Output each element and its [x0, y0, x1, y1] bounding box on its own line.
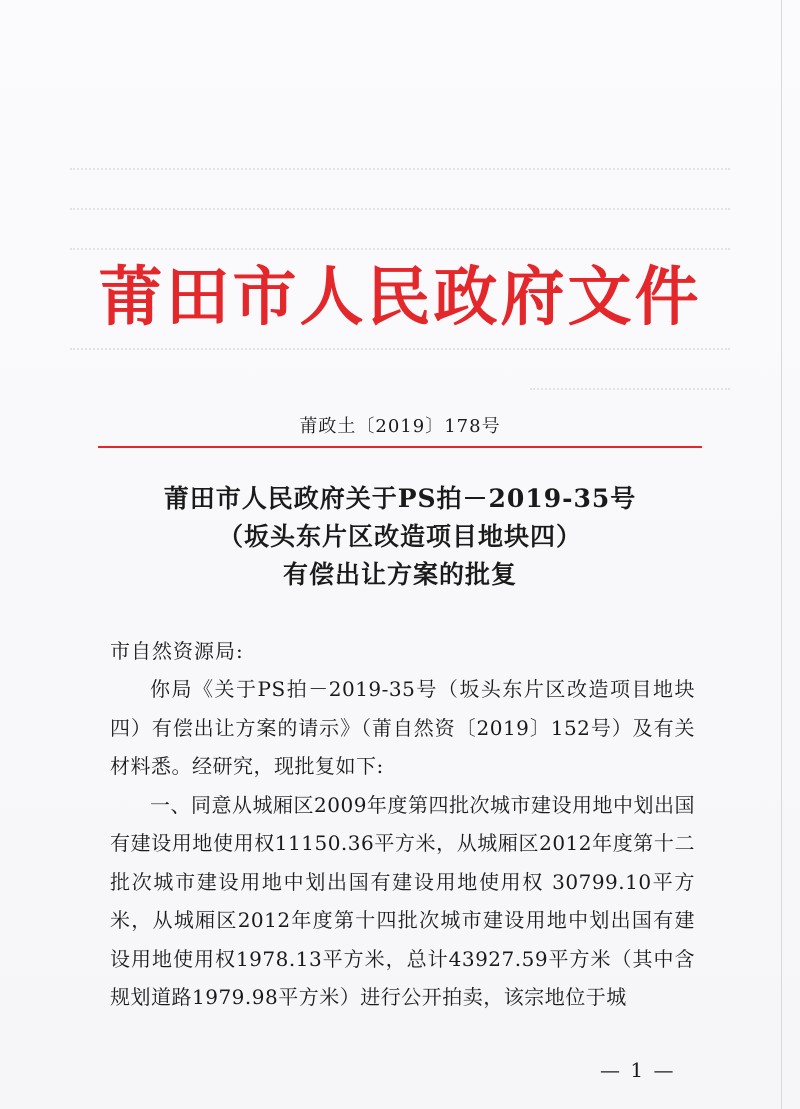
document-body	[110, 670, 695, 1017]
bleed-through-artifact	[70, 380, 730, 404]
addressee: 市自然资源局:	[110, 639, 244, 663]
bleed-through-artifact	[70, 340, 730, 364]
subject-line-2: （坂头东片区改造项目地块四）	[217, 522, 582, 551]
body-paragraph: 你局《关于PS拍－2019-35号（坂头东片区改造项目地块四）有偿出让方案的请示》（莆自然资〔2019〕152号）及有关材料悉。经研究，现批复如下:	[110, 677, 695, 778]
document-subject	[0, 480, 800, 594]
bleed-through-artifact	[70, 160, 730, 184]
subject-line-3: 有偿出让方案的批复	[282, 560, 517, 589]
bleed-through-artifact	[70, 200, 730, 224]
body-paragraph: 一、同意从城厢区2009年度第四批次城市建设用地中划出国有建设用地使用权11150.36平方米，从城厢区2012年度第十二批次城市建设用地中划出国有建设用地使用权 30799.10平方米，从城厢区2012年度第十四批次城市建设用地中划出国有建设用地使用权1978.13平方米，总计43927.59平方米（其中含规划道路1979.98平方米）进行公开拍卖，该宗地位于城	[110, 792, 695, 1009]
page-number: — 1 —	[600, 1058, 676, 1082]
document-title: 莆田市人民政府文件	[98, 260, 702, 335]
header-divider	[98, 446, 702, 448]
subject-line-1: 莆田市人民政府关于PS拍－2019-35号	[163, 484, 637, 513]
document-number: 莆政土〔2019〕178号	[299, 416, 501, 437]
